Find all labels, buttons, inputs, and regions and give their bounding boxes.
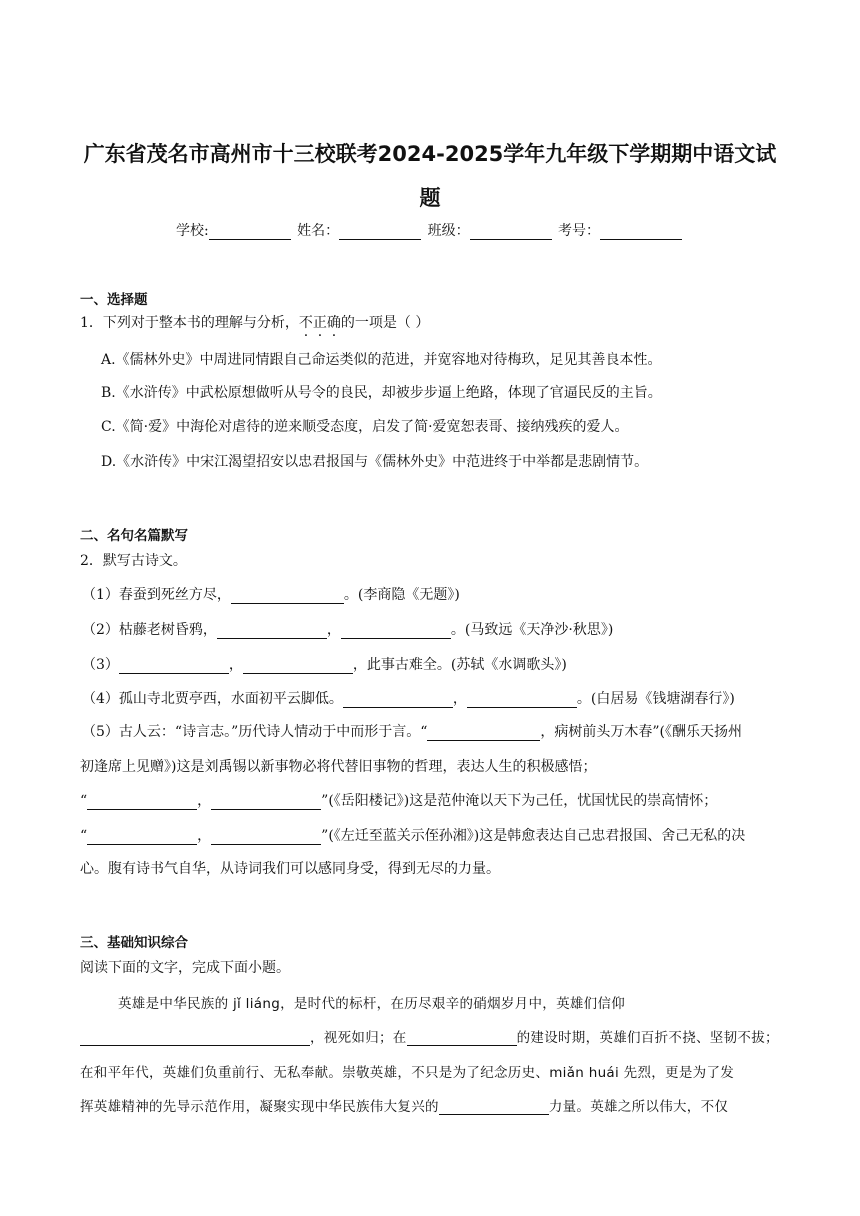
sub-question-1 <box>82 584 460 604</box>
question-1-suffix: 的一项是（ ） <box>340 315 430 331</box>
answer-blank[interactable] <box>341 624 451 639</box>
text: “ <box>80 828 88 844</box>
answer-blank[interactable] <box>427 726 540 741</box>
answer-blank[interactable] <box>243 659 353 674</box>
answer-blank[interactable] <box>217 624 327 639</box>
answer-blank[interactable] <box>87 830 197 845</box>
answer-blank[interactable] <box>231 589 344 604</box>
student-info-row <box>0 220 860 240</box>
question-2: 2．默写古诗文。 <box>80 553 187 569</box>
text: （5）古人云：“诗言志。”历代诗人情动于中而形于言。“ <box>82 724 428 740</box>
answer-blank[interactable] <box>211 830 321 845</box>
passage-line-1: 英雄是中华民族的 jǐ liáng，是时代的标杆，在历尽艰辛的硝烟岁月中，英雄们信仰 <box>118 996 626 1012</box>
text: 的建设时期，英雄们百折不挠、坚韧不拔； <box>516 1030 779 1046</box>
question-1 <box>80 312 429 332</box>
text: 挥英雄精神的先导示范作用，凝聚实现中华民族伟大复兴的 <box>80 1099 439 1115</box>
question-1-prefix: 1．下列对于整本书的理解与分析， <box>80 315 299 331</box>
option-b[interactable]: B.《水浒传》中武松原想做听从号令的良民，却被步步逼上绝路，体现了官逼民反的主旨。 <box>101 385 662 401</box>
answer-blank[interactable] <box>407 1031 517 1046</box>
exam-no-label: 考号： <box>558 223 601 239</box>
emphasis-char: 不 <box>298 315 313 331</box>
text: 。(白居易《钱塘湖春行》) <box>576 691 735 707</box>
sub-question-5-line3 <box>80 790 717 810</box>
text: ， <box>228 657 243 673</box>
sub-question-4 <box>82 688 735 708</box>
sub-question-5-line4 <box>80 825 745 845</box>
page-title-continued: 题 <box>419 186 441 210</box>
answer-blank[interactable] <box>439 1100 549 1115</box>
text: ， <box>326 622 341 638</box>
text: （2）枯藤老树昏鸦， <box>82 622 217 638</box>
answer-blank[interactable] <box>87 795 197 810</box>
text: ，此事古难全。(苏轼《水调歌头》) <box>352 657 567 673</box>
text: ”(《岳阳楼记》)这是范仲淹以天下为己任，忧国忧民的崇高情怀； <box>321 793 718 809</box>
text: ， <box>452 691 467 707</box>
text: 力量。英雄之所以伟大，不仅 <box>548 1099 729 1115</box>
sub-question-5-line2: 初逢席上见赠》)这是刘禹锡以新事物必将代替旧事物的哲理，表达人生的积极感悟； <box>80 759 597 775</box>
page-title: 广东省茂名市高州市十三校联考2024-2025学年九年级下学期期中语文试 <box>83 142 777 166</box>
answer-blank[interactable] <box>343 693 453 708</box>
name-field[interactable] <box>339 225 421 240</box>
sub-question-2 <box>82 619 613 639</box>
sub-question-3 <box>82 654 567 674</box>
school-field[interactable] <box>209 225 291 240</box>
passage-line-4 <box>80 1095 728 1115</box>
option-a[interactable]: A.《儒林外史》中周进同情跟自己命运类似的范进，并宽容地对待梅玖，足见其善良本性。 <box>101 352 662 368</box>
text: （3） <box>82 657 119 673</box>
sub-question-5-line5: 心。腹有诗书气自华，从诗词我们可以感同身受，得到无尽的力量。 <box>80 861 500 877</box>
text: ，病树前头万木春”(《酬乐天扬州 <box>540 724 743 740</box>
passage-line-2 <box>80 1026 779 1046</box>
sub-question-5 <box>82 721 742 741</box>
text: （4）孤山寺北贾亭西，水面初平云脚低。 <box>82 691 343 707</box>
emphasis-char: 确 <box>326 315 341 331</box>
reading-intro: 阅读下面的文字，完成下面小题。 <box>80 960 290 976</box>
option-c[interactable]: C.《简·爱》中海伦对虐待的逆来顺受态度，启发了简·爱宽恕表哥、接纳残疾的爱人。 <box>101 419 629 435</box>
section-heading-recitation: 二、名句名篇默写 <box>80 528 188 544</box>
text: ”(《左迁至蓝关示侄孙湘》)这是韩愈表达自己忠君报国、舍己无私的决 <box>321 828 746 844</box>
answer-blank[interactable] <box>80 1031 310 1046</box>
answer-blank[interactable] <box>211 795 321 810</box>
option-d[interactable]: D.《水浒传》中宋江渴望招安以忠君报国与《儒林外史》中范进终于中举都是悲剧情节。 <box>101 454 649 470</box>
passage-line-3: 在和平年代，英雄们负重前行、无私奉献。崇敬英雄，不只是为了纪念历史、miǎn huái 先烈，更是为了发 <box>80 1065 735 1081</box>
text: ， <box>197 828 212 844</box>
text: （1）春蚕到死丝方尽， <box>82 587 231 603</box>
class-field[interactable] <box>470 225 552 240</box>
section-heading-knowledge: 三、基础知识综合 <box>80 935 188 951</box>
section-heading-choice: 一、选择题 <box>80 292 148 308</box>
text: ， <box>197 793 212 809</box>
name-label: 姓名： <box>297 223 340 239</box>
class-label: 班级： <box>427 223 470 239</box>
text: ，视死如归；在 <box>310 1030 407 1046</box>
emphasis-char: 正 <box>312 315 327 331</box>
answer-blank[interactable] <box>467 693 577 708</box>
text: “ <box>80 793 88 809</box>
text: 。(李商隐《无题》) <box>343 587 460 603</box>
answer-blank[interactable] <box>119 659 229 674</box>
text: 。(马致远《天净沙·秋思》) <box>450 622 614 638</box>
exam-no-field[interactable] <box>600 225 682 240</box>
school-label: 学校: <box>175 223 209 239</box>
